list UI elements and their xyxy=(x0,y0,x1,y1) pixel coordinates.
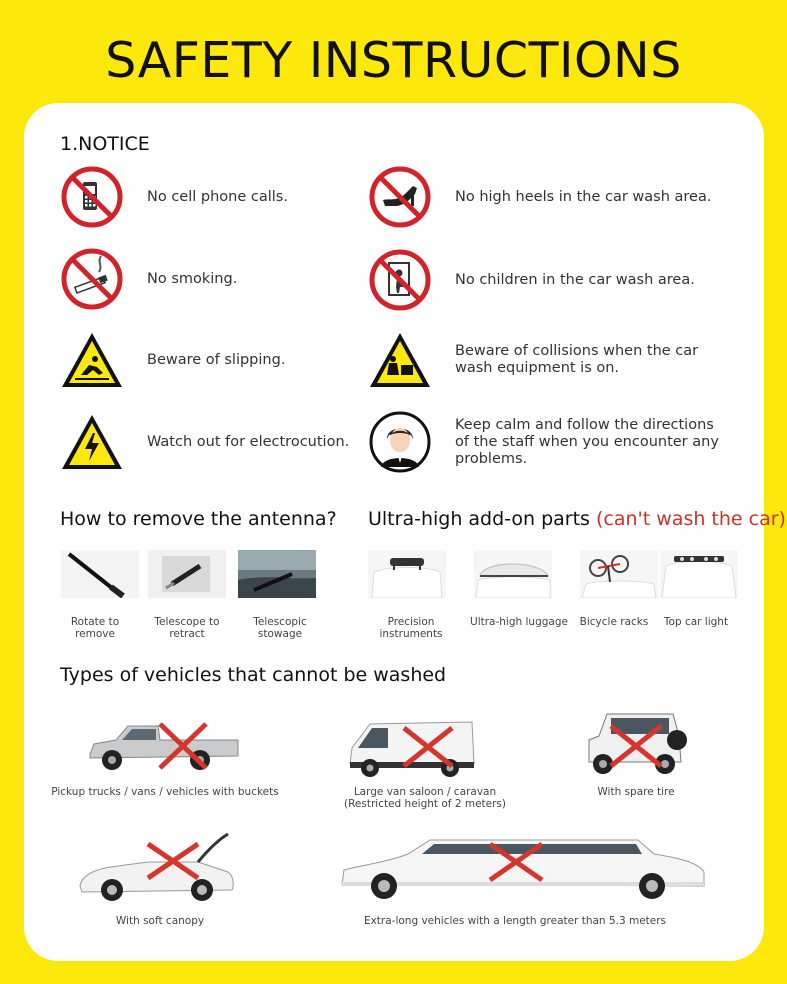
slip-warning-icon xyxy=(59,327,125,393)
vehicle-caption: With spare tire xyxy=(597,786,675,798)
top-car-light-image xyxy=(660,550,738,598)
ultra-high-luggage-image xyxy=(474,550,552,598)
notice-item-slipping xyxy=(59,327,285,393)
notice-item-heels xyxy=(367,164,711,230)
vehicle-caption-note: (Restricted height of 2 meters) xyxy=(344,798,506,810)
addon-caption: Ultra-high luggage xyxy=(470,616,568,628)
vehicle-caption: Large van saloon / caravan xyxy=(353,786,497,798)
addon-caption: Bicycle racks xyxy=(579,616,649,628)
pickup-truck-image xyxy=(88,716,240,774)
no-phone-icon xyxy=(59,164,125,230)
notice-text: No smoking. xyxy=(147,270,238,287)
notice-item-collisions xyxy=(367,327,725,393)
notice-text: Keep calm and follow the directions of the staff when you encounter any problems. xyxy=(455,416,719,467)
notice-text: Watch out for electrocution. xyxy=(147,433,350,450)
soft-canopy-car-image xyxy=(78,832,238,904)
vehicle-caption: Extra-long vehicles with a length greater than 5.3 meters xyxy=(363,915,667,927)
notice-heading: 1.NOTICE xyxy=(60,133,150,155)
antenna-caption: Rotate to remove xyxy=(70,616,120,640)
addons-heading-warning: (can't wash the car) xyxy=(596,508,786,530)
notice-text: Beware of collisions when the car wash equipment is on. xyxy=(455,343,699,376)
extra-long-vehicle-image xyxy=(338,832,708,908)
precision-instruments-image xyxy=(368,550,446,598)
spare-tire-vehicle-image xyxy=(585,710,689,776)
no-smoking-icon xyxy=(59,246,125,312)
vehicle-caption: Pickup trucks / vans / vehicles with buckets xyxy=(51,786,279,798)
no-high-heels-icon xyxy=(367,164,433,230)
vehicle-caption: With soft canopy xyxy=(115,915,205,927)
notice-text: Beware of slipping. xyxy=(147,351,286,368)
notice-item-children xyxy=(367,247,695,313)
notice-item-electrocution xyxy=(59,409,349,475)
collision-warning-icon xyxy=(367,327,433,393)
large-van-image xyxy=(348,718,478,778)
notice-text: No high heels in the car wash area. xyxy=(455,188,712,205)
antenna-caption: Telescopic stowage xyxy=(253,616,307,640)
antenna-heading: How to remove the antenna? xyxy=(60,508,337,530)
addons-heading xyxy=(368,508,786,530)
antenna-telescope-image xyxy=(148,550,226,598)
electrocution-warning-icon xyxy=(59,409,125,475)
antenna-rotate-image xyxy=(61,550,139,598)
addons-heading-text: Ultra-high add-on parts xyxy=(368,508,590,530)
notice-text: No children in the car wash area. xyxy=(455,271,695,288)
vehicles-heading: Types of vehicles that cannot be washed xyxy=(60,664,447,686)
antenna-stowage-image xyxy=(238,550,316,598)
notice-item-staff xyxy=(367,409,730,475)
addon-caption: Precision instruments xyxy=(379,616,443,640)
staff-icon xyxy=(367,409,433,475)
notice-item-smoking xyxy=(59,246,237,312)
notice-text: No cell phone calls. xyxy=(147,188,288,205)
notice-item-phone xyxy=(59,164,288,230)
addon-caption: Top car light xyxy=(663,616,729,628)
antenna-caption: Telescope to retract xyxy=(154,616,220,640)
page-title: SAFETY INSTRUCTIONS xyxy=(105,32,682,89)
bicycle-racks-image xyxy=(580,550,658,598)
no-children-icon xyxy=(367,247,433,313)
